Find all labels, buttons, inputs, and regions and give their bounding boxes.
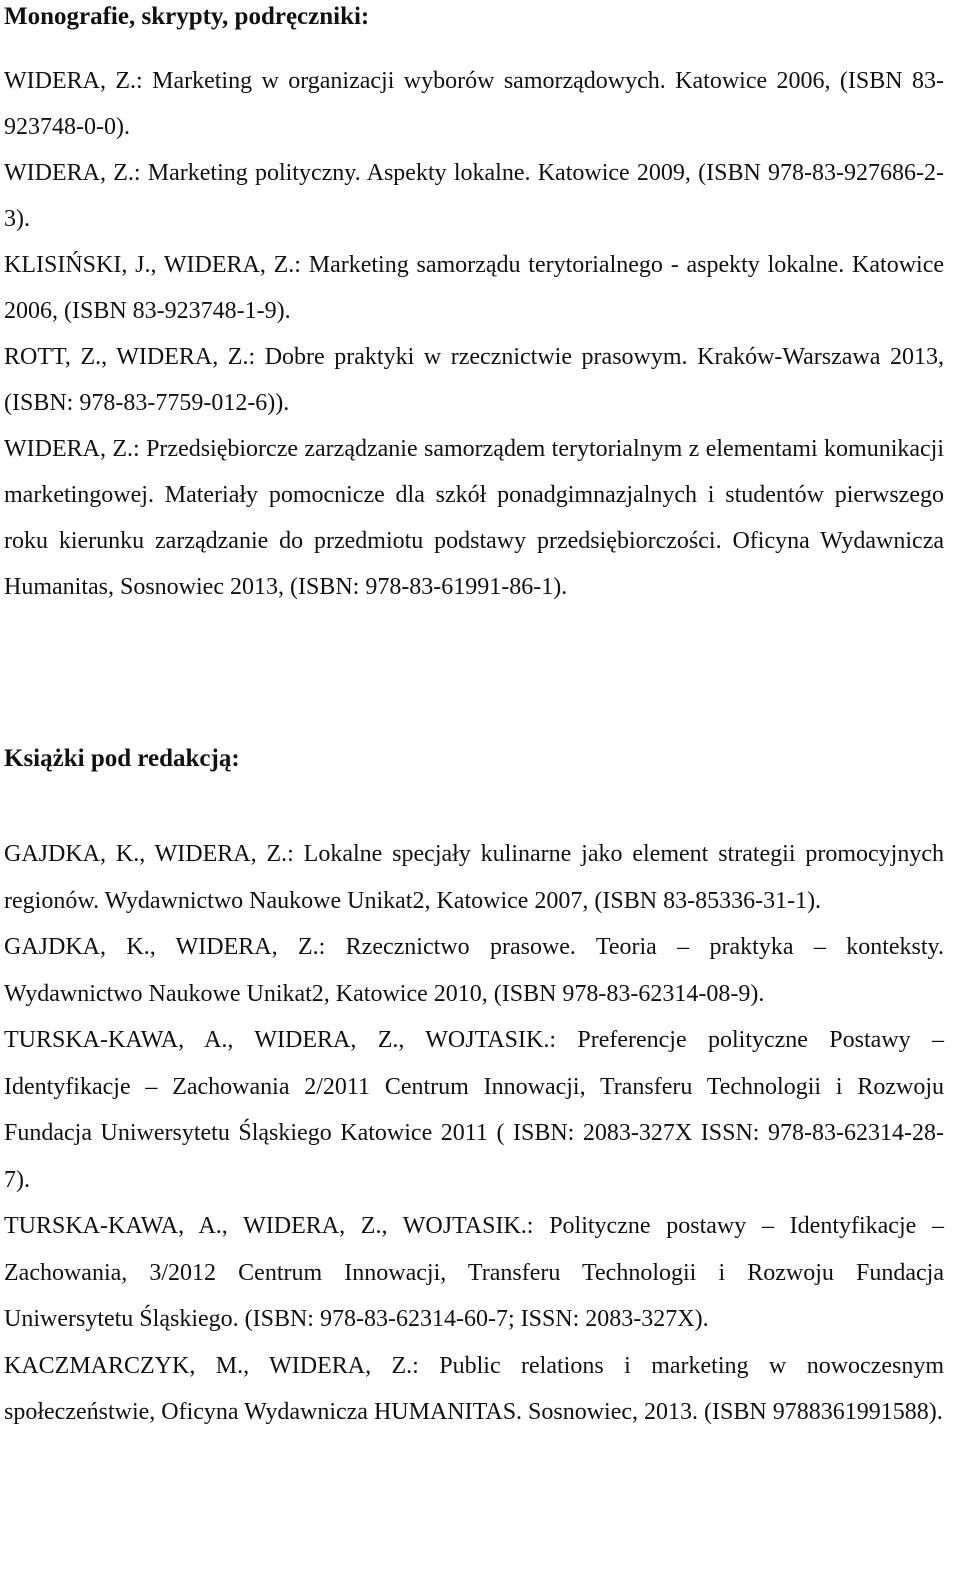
- bibliography-entry: GAJDKA, K., WIDERA, Z.: Lokalne specjały kulinarne jako element strategii promocyjnych regionów. Wydawnictwo Naukowe Unikat2, Katowice 2007, (ISBN 83-85336-31-1).: [4, 841, 944, 914]
- bibliography-entry: WIDERA, Z.: Przedsiębiorcze zarządzanie samorządem terytorialnym z elementami komunikacji marketingowej. Materiały pomocnicze dla szkół ponadgimnazjalnych i studentów pierwszego roku kierunku zarządzanie do przedmiotu podstawy przedsiębiorczości. Oficyna Wydawnicza Humanitas, Sosnowiec 2013, (ISBN: 978-83-61991-86-1).: [4, 436, 944, 600]
- bibliography-entry: WIDERA, Z.: Marketing polityczny. Aspekty lokalne. Katowice 2009, (ISBN 978-83-927686-2-3).: [4, 160, 944, 232]
- bibliography-entry: TURSKA-KAWA, A., WIDERA, Z., WOJTASIK.: Polityczne postawy – Identyfikacje – Zachowania, 3/2012 Centrum Innowacji, Transferu Technologii i Rozwoju Fundacja Uniwersytetu Śląskiego. (ISBN: 978-83-62314-60-7; ISSN: 2083-327X).: [4, 1213, 944, 1332]
- bibliography-entry: ROTT, Z., WIDERA, Z.: Dobre praktyki w rzecznictwie prasowym. Kraków-Warszawa 2013, (ISBN: 978-83-7759-012-6)).: [4, 344, 944, 416]
- bibliography-entry: TURSKA-KAWA, A., WIDERA, Z., WOJTASIK.: Preferencje polityczne Postawy – Identyfikacje – Zachowania 2/2011 Centrum Innowacji, Transferu Technologii i Rozwoju Fundacja Uniwersytetu Śląskiego Katowice 2011 ( ISBN: 2083-327X ISSN: 978-83-62314-28-7).: [4, 1027, 944, 1193]
- monographs-list: [4, 58, 944, 610]
- bibliography-entry: GAJDKA, K., WIDERA, Z.: Rzecznictwo prasowe. Teoria – praktyka – konteksty. Wydawnictwo Naukowe Unikat2, Katowice 2010, (ISBN 978-83-62314-08-9).: [4, 934, 944, 1007]
- bibliography-entry: KLISIŃSKI, J., WIDERA, Z.: Marketing samorządu terytorialnego - aspekty lokalne. Katowice 2006, (ISBN 83-923748-1-9).: [4, 252, 944, 324]
- bibliography-entry: WIDERA, Z.: Marketing w organizacji wyborów samorządowych. Katowice 2006, (ISBN 83-923748-0-0).: [4, 68, 944, 140]
- bibliography-entry: KACZMARCZYK, M., WIDERA, Z.: Public relations i marketing w nowoczesnym społeczeństwie, Oficyna Wydawnicza HUMANITAS. Sosnowiec, 2013. (ISBN 9788361991588).: [4, 1352, 944, 1425]
- section-heading-edited-books: Książki pod redakcją:: [4, 745, 240, 772]
- section-heading-monographs: Monografie, skrypty, podręczniki:: [4, 3, 370, 30]
- edited-books-list: [4, 831, 944, 1436]
